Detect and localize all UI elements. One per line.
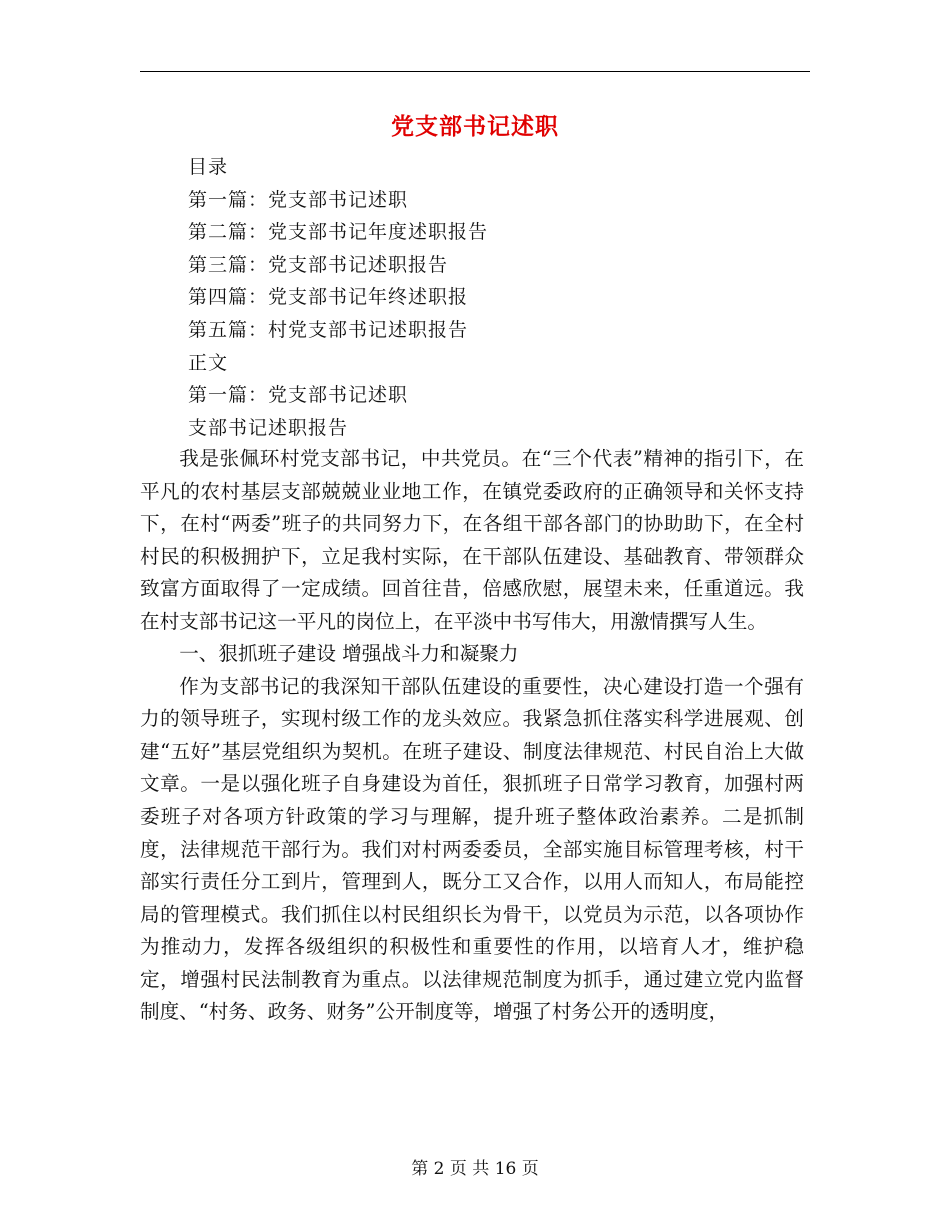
section-heading: 一、狠抓班子建设 增强战斗力和凝聚力 (179, 642, 519, 666)
toc-line: 正文 (188, 351, 229, 374)
toc-line: 目录 (188, 156, 229, 178)
toc-line: 第二篇：党支部书记年度述职报告 (188, 221, 489, 244)
document-body (140, 443, 804, 1029)
toc-line: 第三篇：党支部书记述职报告 (188, 253, 449, 276)
header-rule (140, 71, 810, 72)
toc-line: 第四篇：党支部书记年终述职报 (188, 286, 469, 309)
toc-line: 第一篇：党支部书记述职 (188, 384, 409, 407)
body-paragraph: 作为支部书记的我深知干部队伍建设的重要性，决心建设打造一个强有力的领导班子，实现村级工作的龙头效应。我紧急抓住落实科学进展观、创建“五好”基层党组织为契机。在班子建设、制度法律规范、村民自治上大做文章。一是以强化班子自身建设为首任，狠抓班子日常学习教育，加强村两委班子对各项方针政策的学习与理解，提升班子整体政治素养。二是抓制度，法律规范干部行为。我们对村两委委员，全部实施目标管理考核，村干部实行责任分工到片，管理到人，既分工又合作，以用人而知人，布局能控局的管理模式。我们抓住以村民组织长为骨干，以党员为示范，以各项协作为推动力，发挥各级组织的积极性和重要性的作用，以培育人才，维护稳定，增强村民法制教育为重点。以法律规范制度为抓手，通过建立党内监督制度、“村务、政务、财务”公开制度等，增强了村务公开的透明度， (140, 674, 804, 1024)
toc-line: 第五篇：村党支部书记述职报告 (188, 318, 469, 341)
toc-line: 第一篇：党支部书记述职 (188, 188, 409, 211)
document-title: 党支部书记述职 (391, 113, 559, 140)
body-paragraph: 我是张佩环村党支部书记，中共党员。在“三个代表”精神的指引下，在平凡的农村基层支部兢兢业业地工作，在镇党委政府的正确领导和关怀支持下，在村“两委”班子的共同努力下，在各组干部各部门的协助助下，在全村村民的积极拥护下，立足我村实际，在干部队伍建设、基础教育、带领群众致富方面取得了一定成绩。回首往昔，倍感欣慰，展望未来，任重道远。我在村支部书记这一平凡的岗位上，在平淡中书写伟大，用激情撰写人生。 (140, 447, 804, 633)
toc-line: 支部书记述职报告 (188, 416, 349, 439)
page-footer: 第 2 页 共 16 页 (411, 1159, 539, 1179)
table-of-contents (188, 151, 488, 444)
